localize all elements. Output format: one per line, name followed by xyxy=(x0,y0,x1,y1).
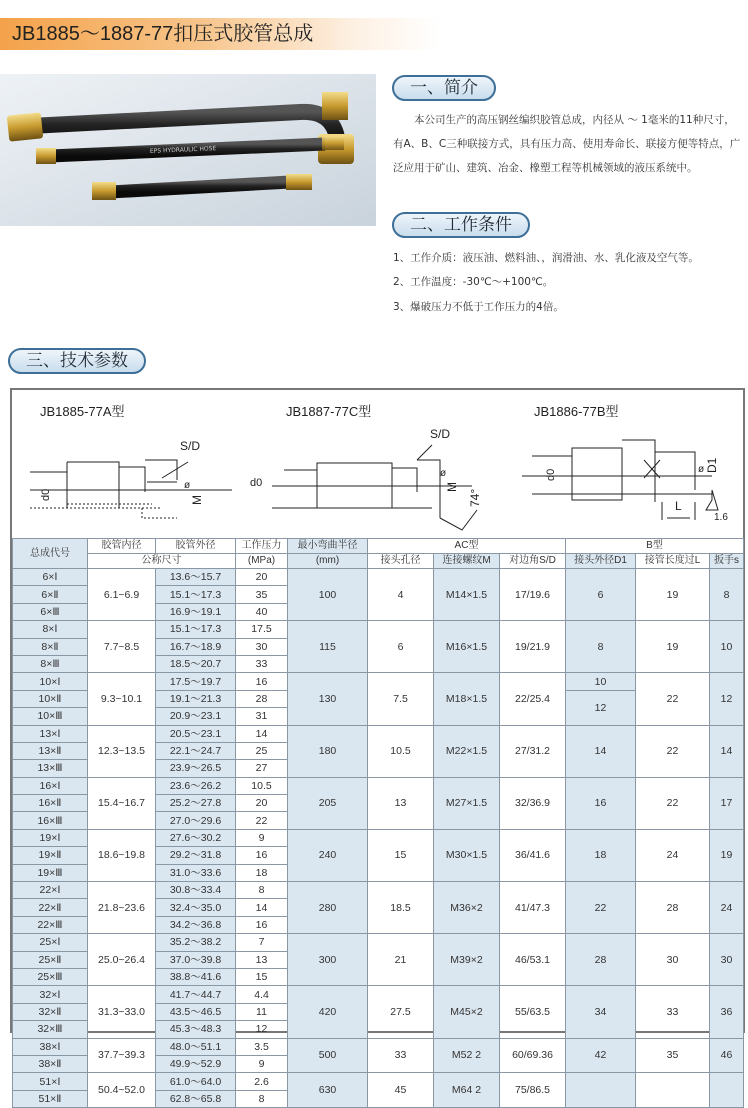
diagram-a-m-label: M xyxy=(190,495,204,505)
cell-pressure: 20 xyxy=(236,569,288,586)
cell-s: 8 xyxy=(710,569,744,621)
cell-d1: 28 xyxy=(566,934,636,986)
cell-outer: 20.9～23.1 xyxy=(156,708,236,725)
cell-pressure: 11 xyxy=(236,1003,288,1020)
cell-radius: 500 xyxy=(288,1038,368,1073)
cell-radius: 280 xyxy=(288,882,368,934)
cell-outer: 20.5～23.1 xyxy=(156,725,236,742)
cell-pressure: 4.4 xyxy=(236,986,288,1003)
cell-code: 32×Ⅱ xyxy=(13,1003,88,1020)
cell-inner: 15.4~16.7 xyxy=(88,777,156,829)
cell-outer: 62.8～65.8 xyxy=(156,1090,236,1107)
cell-sd: 19/21.9 xyxy=(500,621,566,673)
header-hole: 接头孔径 xyxy=(368,554,434,569)
cell-code: 13×Ⅱ xyxy=(13,742,88,759)
diagram-a-title: JB1885-77A型 xyxy=(40,404,125,419)
diagram-a-sd-label: S/D xyxy=(180,439,201,453)
header-l: 接管长度过L xyxy=(636,554,710,569)
table-row xyxy=(13,882,744,899)
diagram-c-angle-label: 74° xyxy=(468,488,482,507)
cell-outer: 38.8～41.6 xyxy=(156,968,236,985)
condition-item: 2、工作温度：-30℃～+100℃。 xyxy=(393,276,554,288)
cell-l: 28 xyxy=(636,882,710,934)
cell-code: 16×Ⅰ xyxy=(13,777,88,794)
cell-outer: 41.7～44.7 xyxy=(156,986,236,1003)
cell-outer: 27.0～29.6 xyxy=(156,812,236,829)
header-inner: 胶管内径 xyxy=(88,539,156,554)
cell-code: 6×Ⅱ xyxy=(13,586,88,603)
cell-pressure: 8 xyxy=(236,882,288,899)
cell-pressure: 8 xyxy=(236,1090,288,1107)
page-title: JB1885～1887-77扣压式胶管总成 xyxy=(12,23,314,45)
diagram-b-roughness: 1.6 xyxy=(714,512,728,523)
cell-inner: 9.3~10.1 xyxy=(88,673,156,725)
cell-sd: 46/53.1 xyxy=(500,934,566,986)
cell-pressure: 35 xyxy=(236,586,288,603)
cell-code: 19×Ⅰ xyxy=(13,829,88,846)
cell-pressure: 14 xyxy=(236,899,288,916)
cell-l: 19 xyxy=(636,621,710,673)
cell-thread: M27×1.5 xyxy=(434,777,500,829)
cell-pressure: 7 xyxy=(236,934,288,951)
diagram-b-d1-label: D1 xyxy=(705,457,719,473)
table-row xyxy=(13,621,744,638)
table-row xyxy=(13,673,744,690)
cell-d1: 8 xyxy=(566,621,636,673)
cell-s: 12 xyxy=(710,673,744,725)
cell-d1: 6 xyxy=(566,569,636,621)
header-ac-type: AC型 xyxy=(368,539,566,554)
cell-l: 33 xyxy=(636,986,710,1038)
cell-hole: 13 xyxy=(368,777,434,829)
hose-print: EPS HYDRAULIC HOSE xyxy=(149,145,217,155)
cell-inner: 7.7~8.5 xyxy=(88,621,156,673)
cell-d1: 12 xyxy=(566,690,636,725)
cell-inner: 18.6~19.8 xyxy=(88,829,156,881)
cell-sd: 36/41.6 xyxy=(500,829,566,881)
cell-outer: 31.0～33.6 xyxy=(156,864,236,881)
cell-inner: 31.3~33.0 xyxy=(88,986,156,1038)
cell-code: 32×Ⅰ xyxy=(13,986,88,1003)
cell-code: 51×Ⅱ xyxy=(13,1090,88,1107)
cell-code: 8×Ⅱ xyxy=(13,638,88,655)
diagram-type-a xyxy=(30,404,232,518)
cell-pressure: 33 xyxy=(236,655,288,672)
cell-inner: 6.1~6.9 xyxy=(88,569,156,621)
cell-l: 22 xyxy=(636,673,710,725)
cell-thread: M14×1.5 xyxy=(434,569,500,621)
cell-radius: 240 xyxy=(288,829,368,881)
cell-l: 35 xyxy=(636,1038,710,1073)
cell-pressure: 30 xyxy=(236,638,288,655)
header-b-type: B型 xyxy=(566,539,744,554)
cell-outer: 18.5～20.7 xyxy=(156,655,236,672)
cell-outer: 13.6～15.7 xyxy=(156,569,236,586)
cell-code: 8×Ⅲ xyxy=(13,655,88,672)
cell-s: 30 xyxy=(710,934,744,986)
cell-code: 22×Ⅰ xyxy=(13,882,88,899)
cell-outer: 34.2～36.8 xyxy=(156,916,236,933)
cell-pressure: 14 xyxy=(236,725,288,742)
cell-code: 25×Ⅲ xyxy=(13,968,88,985)
cell-l xyxy=(636,1073,710,1108)
table-body xyxy=(13,569,744,1108)
cell-s: 36 xyxy=(710,986,744,1038)
cell-code: 10×Ⅲ xyxy=(13,708,88,725)
cell-code: 38×Ⅰ xyxy=(13,1038,88,1055)
cell-s: 46 xyxy=(710,1038,744,1073)
cell-code: 22×Ⅱ xyxy=(13,899,88,916)
cell-thread: M30×1.5 xyxy=(434,829,500,881)
cell-outer: 19.1～21.3 xyxy=(156,690,236,707)
cell-l: 30 xyxy=(636,934,710,986)
header-s: 扳手s xyxy=(710,554,744,569)
cell-code: 6×Ⅲ xyxy=(13,603,88,620)
cell-thread: M36×2 xyxy=(434,882,500,934)
cell-code: 8×Ⅰ xyxy=(13,621,88,638)
cell-l: 19 xyxy=(636,569,710,621)
cell-pressure: 9 xyxy=(236,1055,288,1072)
cell-pressure: 12 xyxy=(236,1021,288,1038)
hose-assembly-photo xyxy=(0,74,376,226)
table-row xyxy=(13,569,744,586)
diagram-b-d0-label: d0 xyxy=(545,468,557,481)
header-pressure: 工作压力 xyxy=(236,539,288,554)
header-radius: 最小弯曲半径 xyxy=(288,539,368,554)
diagram-type-c xyxy=(250,404,482,530)
cell-s: 10 xyxy=(710,621,744,673)
cell-thread: M18×1.5 xyxy=(434,673,500,725)
cell-outer: 45.3～48.3 xyxy=(156,1021,236,1038)
cell-code: 6×Ⅰ xyxy=(13,569,88,586)
table-row xyxy=(13,777,744,794)
cell-d1: 14 xyxy=(566,725,636,777)
header-nominal: 公称尺寸 xyxy=(88,554,236,569)
cell-sd: 17/19.6 xyxy=(500,569,566,621)
cell-outer: 23.6～26.2 xyxy=(156,777,236,794)
cell-pressure: 10.5 xyxy=(236,777,288,794)
cell-outer: 25.2～27.8 xyxy=(156,795,236,812)
cell-outer: 29.2～31.8 xyxy=(156,847,236,864)
cell-outer: 22.1～24.7 xyxy=(156,742,236,759)
section-params-heading: 三、技术参数 xyxy=(8,348,146,374)
cell-outer: 15.1～17.3 xyxy=(156,586,236,603)
cell-pressure: 16 xyxy=(236,673,288,690)
cell-d1: 18 xyxy=(566,829,636,881)
cell-hole: 7.5 xyxy=(368,673,434,725)
condition-item: 1、工作介质：液压油、燃料油、，润滑油、水、乳化液及空气等。 xyxy=(393,252,699,264)
cell-outer: 49.9～52.9 xyxy=(156,1055,236,1072)
tech-params-table xyxy=(12,538,744,1108)
cell-sd: 60/69.36 xyxy=(500,1038,566,1073)
cell-code: 16×Ⅱ xyxy=(13,795,88,812)
cell-code: 13×Ⅰ xyxy=(13,725,88,742)
cell-d1: 10 xyxy=(566,673,636,690)
diagram-c-title: JB1887-77C型 xyxy=(286,404,372,419)
cell-code: 10×Ⅱ xyxy=(13,690,88,707)
cell-radius: 100 xyxy=(288,569,368,621)
cell-hole: 33 xyxy=(368,1038,434,1073)
header-thread: 连接螺纹M xyxy=(434,554,500,569)
cell-code: 19×Ⅱ xyxy=(13,847,88,864)
diagram-b-l-label: L xyxy=(675,499,682,513)
diagram-a-phi: ø xyxy=(184,480,191,491)
cell-hole: 45 xyxy=(368,1073,434,1108)
diagram-type-b xyxy=(522,404,728,523)
header-mm: (mm) xyxy=(288,554,368,569)
cell-radius: 300 xyxy=(288,934,368,986)
cell-inner: 50.4~52.0 xyxy=(88,1073,156,1108)
cell-sd: 22/25.4 xyxy=(500,673,566,725)
page-title-bar xyxy=(0,18,440,50)
cell-radius: 205 xyxy=(288,777,368,829)
cell-code: 16×Ⅲ xyxy=(13,812,88,829)
cell-pressure: 13 xyxy=(236,951,288,968)
cell-sd: 55/63.5 xyxy=(500,986,566,1038)
header-outer: 胶管外径 xyxy=(156,539,236,554)
cell-pressure: 2.6 xyxy=(236,1073,288,1090)
cell-outer: 32.4～35.0 xyxy=(156,899,236,916)
cell-outer: 30.8～33.4 xyxy=(156,882,236,899)
cell-l: 24 xyxy=(636,829,710,881)
tech-params-frame xyxy=(10,388,745,1105)
cell-outer: 16.7～18.9 xyxy=(156,638,236,655)
cell-code: 25×Ⅱ xyxy=(13,951,88,968)
cell-inner: 12.3~13.5 xyxy=(88,725,156,777)
cell-radius: 180 xyxy=(288,725,368,777)
cell-outer: 35.2～38.2 xyxy=(156,934,236,951)
cell-outer: 23.9～26.5 xyxy=(156,760,236,777)
cell-thread: M45×2 xyxy=(434,986,500,1038)
cell-d1: 42 xyxy=(566,1038,636,1073)
table-row xyxy=(13,986,744,1003)
diagram-c-m-label: M xyxy=(445,482,459,492)
cell-pressure: 15 xyxy=(236,968,288,985)
header-code: 总成代号 xyxy=(13,539,88,569)
cell-outer: 48.0～51.1 xyxy=(156,1038,236,1055)
cell-pressure: 9 xyxy=(236,829,288,846)
cell-thread: M22×1.5 xyxy=(434,725,500,777)
cell-outer: 61.0～64.0 xyxy=(156,1073,236,1090)
cell-thread: M64 2 xyxy=(434,1073,500,1108)
condition-item: 3、爆破压力不低于工作压力的4倍。 xyxy=(393,301,564,313)
section-intro-heading: 一、简介 xyxy=(392,75,496,101)
cell-sd: 41/47.3 xyxy=(500,882,566,934)
cell-s: 24 xyxy=(710,882,744,934)
cell-outer: 27.6～30.2 xyxy=(156,829,236,846)
fitting-diagrams xyxy=(12,390,743,538)
cell-code: 10×Ⅰ xyxy=(13,673,88,690)
cell-d1: 34 xyxy=(566,986,636,1038)
cell-pressure: 3.5 xyxy=(236,1038,288,1055)
cell-hole: 21 xyxy=(368,934,434,986)
table-row xyxy=(13,934,744,951)
cell-pressure: 25 xyxy=(236,742,288,759)
cell-hole: 27.5 xyxy=(368,986,434,1038)
cell-s: 14 xyxy=(710,725,744,777)
cell-outer: 37.0～39.8 xyxy=(156,951,236,968)
table-row xyxy=(13,1073,744,1090)
cell-radius: 630 xyxy=(288,1073,368,1108)
cell-code: 22×Ⅲ xyxy=(13,916,88,933)
cell-s xyxy=(710,1073,744,1108)
cell-radius: 115 xyxy=(288,621,368,673)
cell-s: 19 xyxy=(710,829,744,881)
cell-l: 22 xyxy=(636,777,710,829)
diagram-c-sd-label: S/D xyxy=(430,427,451,441)
header-d1: 接头外径D1 xyxy=(566,554,636,569)
cell-sd: 27/31.2 xyxy=(500,725,566,777)
cell-d1: 16 xyxy=(566,777,636,829)
cell-outer: 17.5～19.7 xyxy=(156,673,236,690)
cell-hole: 4 xyxy=(368,569,434,621)
cell-thread: M16×1.5 xyxy=(434,621,500,673)
cell-s: 17 xyxy=(710,777,744,829)
cell-inner: 25.0~26.4 xyxy=(88,934,156,986)
table-row xyxy=(13,1038,744,1055)
cell-code: 51×Ⅰ xyxy=(13,1073,88,1090)
cell-pressure: 27 xyxy=(236,760,288,777)
cell-pressure: 16 xyxy=(236,847,288,864)
cell-outer: 15.1～17.3 xyxy=(156,621,236,638)
cell-d1: 22 xyxy=(566,882,636,934)
header-sd: 对边角S/D xyxy=(500,554,566,569)
cell-code: 38×Ⅱ xyxy=(13,1055,88,1072)
cell-code: 19×Ⅲ xyxy=(13,864,88,881)
cell-pressure: 40 xyxy=(236,603,288,620)
cell-l: 22 xyxy=(636,725,710,777)
cell-hole: 10.5 xyxy=(368,725,434,777)
cell-radius: 130 xyxy=(288,673,368,725)
cell-pressure: 20 xyxy=(236,795,288,812)
cell-pressure: 17.5 xyxy=(236,621,288,638)
cell-hole: 6 xyxy=(368,621,434,673)
cell-inner: 37.7~39.3 xyxy=(88,1038,156,1073)
diagram-b-phi: ø xyxy=(698,464,705,475)
cell-hole: 18.5 xyxy=(368,882,434,934)
cell-pressure: 16 xyxy=(236,916,288,933)
cell-d1 xyxy=(566,1073,636,1108)
table-row xyxy=(13,725,744,742)
cell-pressure: 28 xyxy=(236,690,288,707)
cell-thread: M39×2 xyxy=(434,934,500,986)
cell-sd: 75/86.5 xyxy=(500,1073,566,1108)
cell-code: 25×Ⅰ xyxy=(13,934,88,951)
diagram-a-d0-label: d0 xyxy=(40,488,52,501)
table-row xyxy=(13,829,744,846)
cell-code: 32×Ⅲ xyxy=(13,1021,88,1038)
intro-paragraph: 本公司生产的高压钢丝编织胶管总成，内径从 ～ 1毫米的11种尺寸，有A、B、C三种联接方式，具有压力高、使用寿命长、联接方便等特点，广泛应用于矿山、建筑、冶金、橡塑工程等机械领域的液压系统中。 xyxy=(393,114,741,174)
diagram-c-phi: ø xyxy=(440,468,447,479)
diagram-b-title: JB1886-77B型 xyxy=(534,404,619,419)
cell-hole: 15 xyxy=(368,829,434,881)
cell-pressure: 22 xyxy=(236,812,288,829)
cell-pressure: 31 xyxy=(236,708,288,725)
cell-radius: 420 xyxy=(288,986,368,1038)
cell-thread: M52 2 xyxy=(434,1038,500,1073)
diagram-c-d0-label: d0 xyxy=(250,477,263,489)
cell-code: 13×Ⅲ xyxy=(13,760,88,777)
section-conditions-heading: 二、工作条件 xyxy=(392,212,530,238)
cell-inner: 21.8~23.6 xyxy=(88,882,156,934)
cell-outer: 16.9～19.1 xyxy=(156,603,236,620)
cell-outer: 43.5～46.5 xyxy=(156,1003,236,1020)
cell-sd: 32/36.9 xyxy=(500,777,566,829)
cell-pressure: 18 xyxy=(236,864,288,881)
header-mpa: (MPa) xyxy=(236,554,288,569)
